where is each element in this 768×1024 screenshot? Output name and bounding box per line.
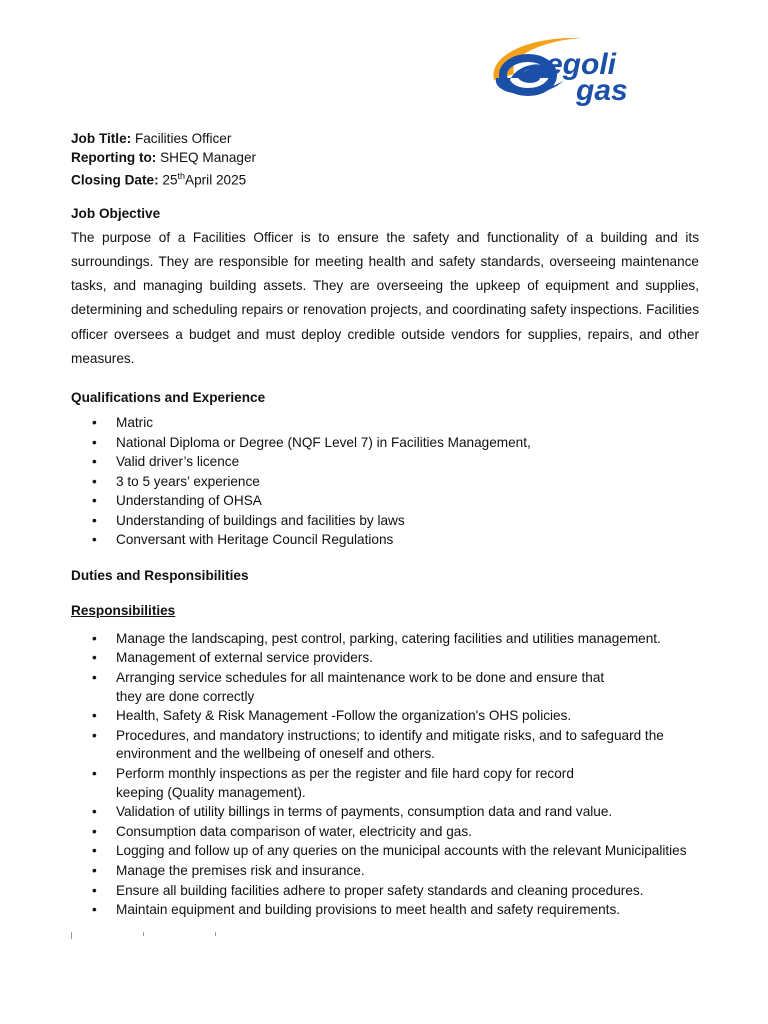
svg-text:egoli: egoli xyxy=(546,48,617,81)
list-item: • Valid driver’s licence xyxy=(71,452,699,472)
list-item: • Validation of utility billings in terms of payments, consumption data and rand value. xyxy=(71,803,699,822)
closing-date-suffix: th xyxy=(177,171,186,181)
reporting-label: Reporting to: xyxy=(71,150,157,165)
bullet-icon: • xyxy=(92,843,97,859)
job-advert-content xyxy=(71,129,699,921)
list-item: • National Diploma or Degree (NQF Level 7) in Facilities Management, xyxy=(71,433,699,453)
bullet-icon: • xyxy=(92,862,97,878)
list-item: • Maintain equipment and building provisions to meet health and safety requirements. xyxy=(71,901,699,920)
list-item: • Conversant with Heritage Council Regulations xyxy=(71,530,699,550)
egoli-gas-logo xyxy=(488,28,670,106)
list-item: • Manage the premises risk and insurance. xyxy=(71,862,699,881)
bullet-icon: • xyxy=(92,823,97,839)
bullet-icon: • xyxy=(92,650,97,666)
list-item: • Understanding of OHSA xyxy=(71,491,699,511)
list-item: • Logging and follow up of any queries on the municipal accounts with the relevant Municipalities xyxy=(71,842,699,861)
job-title-value: Facilities Officer xyxy=(131,131,232,146)
bullet-icon: • xyxy=(92,708,97,724)
list-item: • Manage the landscaping, pest control, parking, catering facilities and utilities management. xyxy=(71,630,699,649)
bullet-icon: • xyxy=(92,670,97,685)
list-item: • Health, Safety & Risk Management -Follow the organization's OHS policies. xyxy=(71,707,699,726)
bullet-icon: • xyxy=(92,415,97,431)
reporting-line xyxy=(71,148,699,167)
bullet-icon: • xyxy=(92,727,97,743)
bullet-icon: • xyxy=(92,434,97,450)
bullet-icon: • xyxy=(92,454,97,470)
job-title-line xyxy=(71,129,699,148)
bullet-icon: • xyxy=(92,512,97,528)
bullet-icon: • xyxy=(92,473,97,489)
svg-text:gas: gas xyxy=(576,74,628,106)
list-item: • Arranging service schedules for all maintenance work to be done and ensure that they are done correctly xyxy=(92,670,605,704)
list-item: • Management of external service providers. xyxy=(71,649,699,668)
duties-heading: Duties and Responsibilities xyxy=(71,567,249,583)
list-item: • Ensure all building facilities adhere to proper safety standards and cleaning procedures. xyxy=(71,882,699,901)
bullet-icon: • xyxy=(92,493,97,509)
list-item: • Understanding of buildings and facilities by laws xyxy=(71,511,699,531)
job-title-label: Job Title: xyxy=(71,131,132,146)
responsibilities-list xyxy=(71,630,699,920)
bullet-icon: • xyxy=(92,532,97,548)
reporting-value: SHEQ Manager xyxy=(156,150,257,165)
list-item: • Matric xyxy=(71,413,699,433)
bullet-icon: • xyxy=(92,882,97,898)
closing-date-line xyxy=(71,167,699,190)
bullet-icon: • xyxy=(92,765,97,781)
qualifications-heading: Qualifications and Experience xyxy=(71,390,266,406)
closing-date-label: Closing Date: xyxy=(71,172,159,188)
closing-date-day: 25 xyxy=(158,172,178,188)
responsibilities-subheading: Responsibilities xyxy=(71,602,176,618)
closing-date-rest: April 2025 xyxy=(185,172,247,188)
bullet-icon: • xyxy=(92,630,97,646)
bullet-icon: • xyxy=(92,804,97,820)
objective-paragraph: The purpose of a Facilities Officer is to ensure the safety and functionality of a building and its surroundings. They are responsible for meeting health and safety standards, overseeing maintenance tasks, and managing building assets. They are overseeing the upkeep of equipment and supplies, determining and scheduling repairs or renovation projects, and coordinating safety inspections. Facilities officer oversees a budget and must deploy credible outside vendors for supplies, repairs, and other measures. xyxy=(71,229,699,367)
list-item: • Procedures, and mandatory instructions; to identify and mitigate risks, and to safeguard the environment and the wellbeing of oneself and others. xyxy=(92,727,664,762)
cut-off-text-fragment xyxy=(71,932,231,942)
list-item: • Consumption data comparison of water, electricity and gas. xyxy=(71,823,699,842)
objective-heading: Job Objective xyxy=(71,205,161,221)
list-item: • 3 to 5 years’ experience xyxy=(71,472,699,492)
list-item: • Perform monthly inspections as per the register and file hard copy for record keeping (Quality management). xyxy=(92,765,574,800)
bullet-icon: • xyxy=(92,902,97,918)
qualifications-list xyxy=(71,413,699,550)
